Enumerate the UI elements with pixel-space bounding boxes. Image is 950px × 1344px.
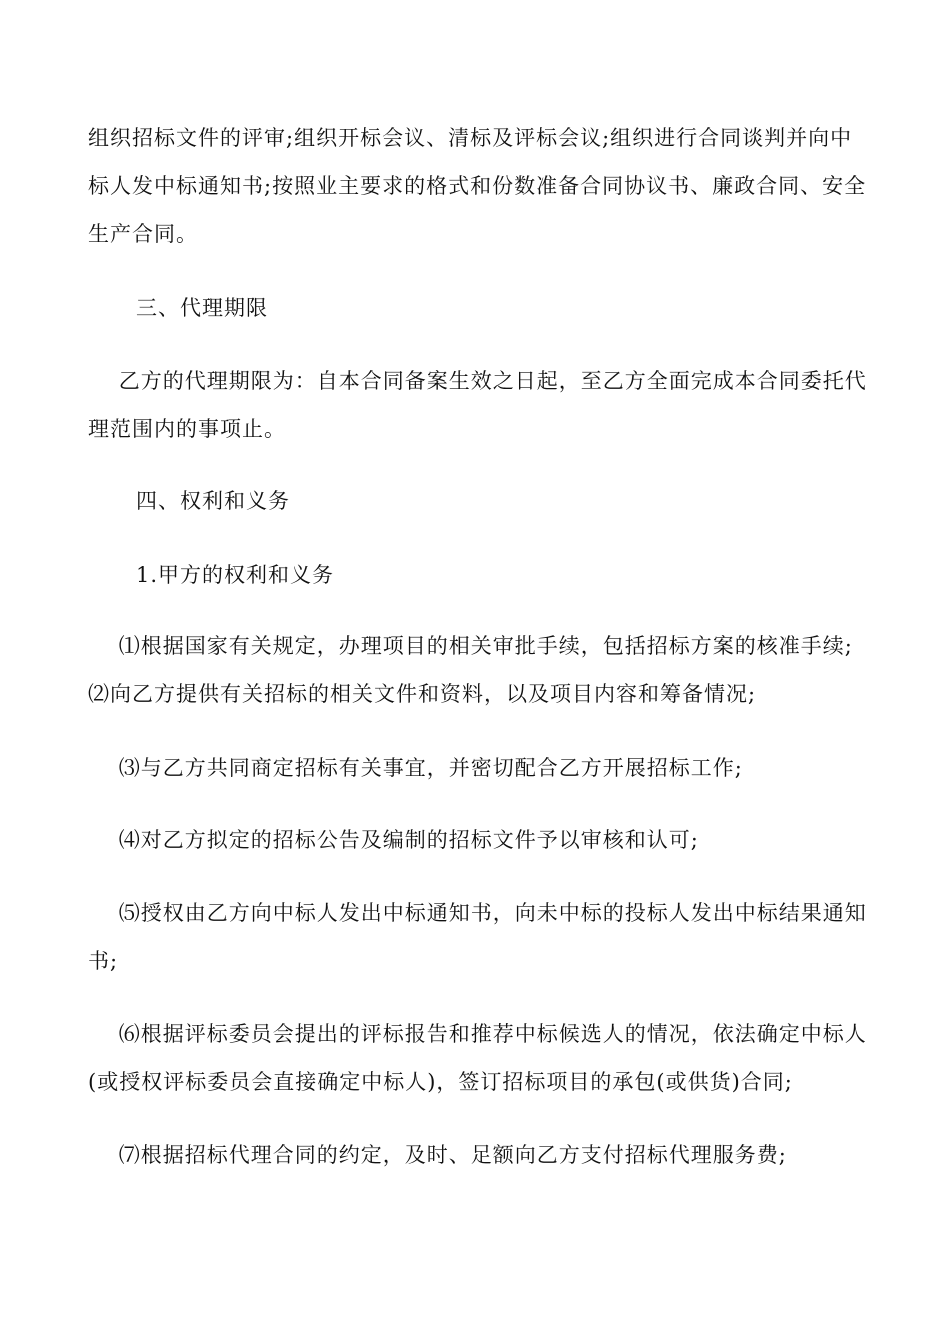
heading-rights-obligations: 四、权利和义务 [136,489,290,513]
paragraph-item-6: ⑹根据评标委员会提出的评标报告和推荐中标候选人的情况，依法确定中标人(或授权评标委员会直接确定中标人)，签订招标项目的承包(或供货)合同; [88,1022,867,1094]
paragraph-item-5: ⑸授权由乙方向中标人发出中标通知书，向未中标的投标人发出中标结果通知书; [88,901,867,973]
paragraph-item-7: ⑺根据招标代理合同的约定，及时、足额向乙方支付招标代理服务费; [88,1143,787,1167]
paragraph-item-1-2: ⑴根据国家有关规定，办理项目的相关审批手续，包括招标方案的核准手续;⑵向乙方提供有关招标的相关文件和资料，以及项目内容和筹备情况; [88,634,853,706]
paragraph-item-3: ⑶与乙方共同商定招标有关事宜，并密切配合乙方开展招标工作; [88,756,743,780]
subheading-party-a: 1.甲方的权利和义务 [136,563,335,587]
paragraph-item-4: ⑷对乙方拟定的招标公告及编制的招标文件予以审核和认可; [88,828,699,852]
heading-agency-period: 三、代理期限 [136,296,268,320]
paragraph-agency-period: 乙方的代理期限为：自本合同备案生效之日起，至乙方全面完成本合同委托代理范围内的事项止。 [88,369,867,441]
paragraph-review-duties: 组织招标文件的评审;组织开标会议、清标及评标会议;组织进行合同谈判并向中标人发中标通知书;按照业主要求的格式和份数准备合同协议书、廉政合同、安全生产合同。 [88,126,867,246]
